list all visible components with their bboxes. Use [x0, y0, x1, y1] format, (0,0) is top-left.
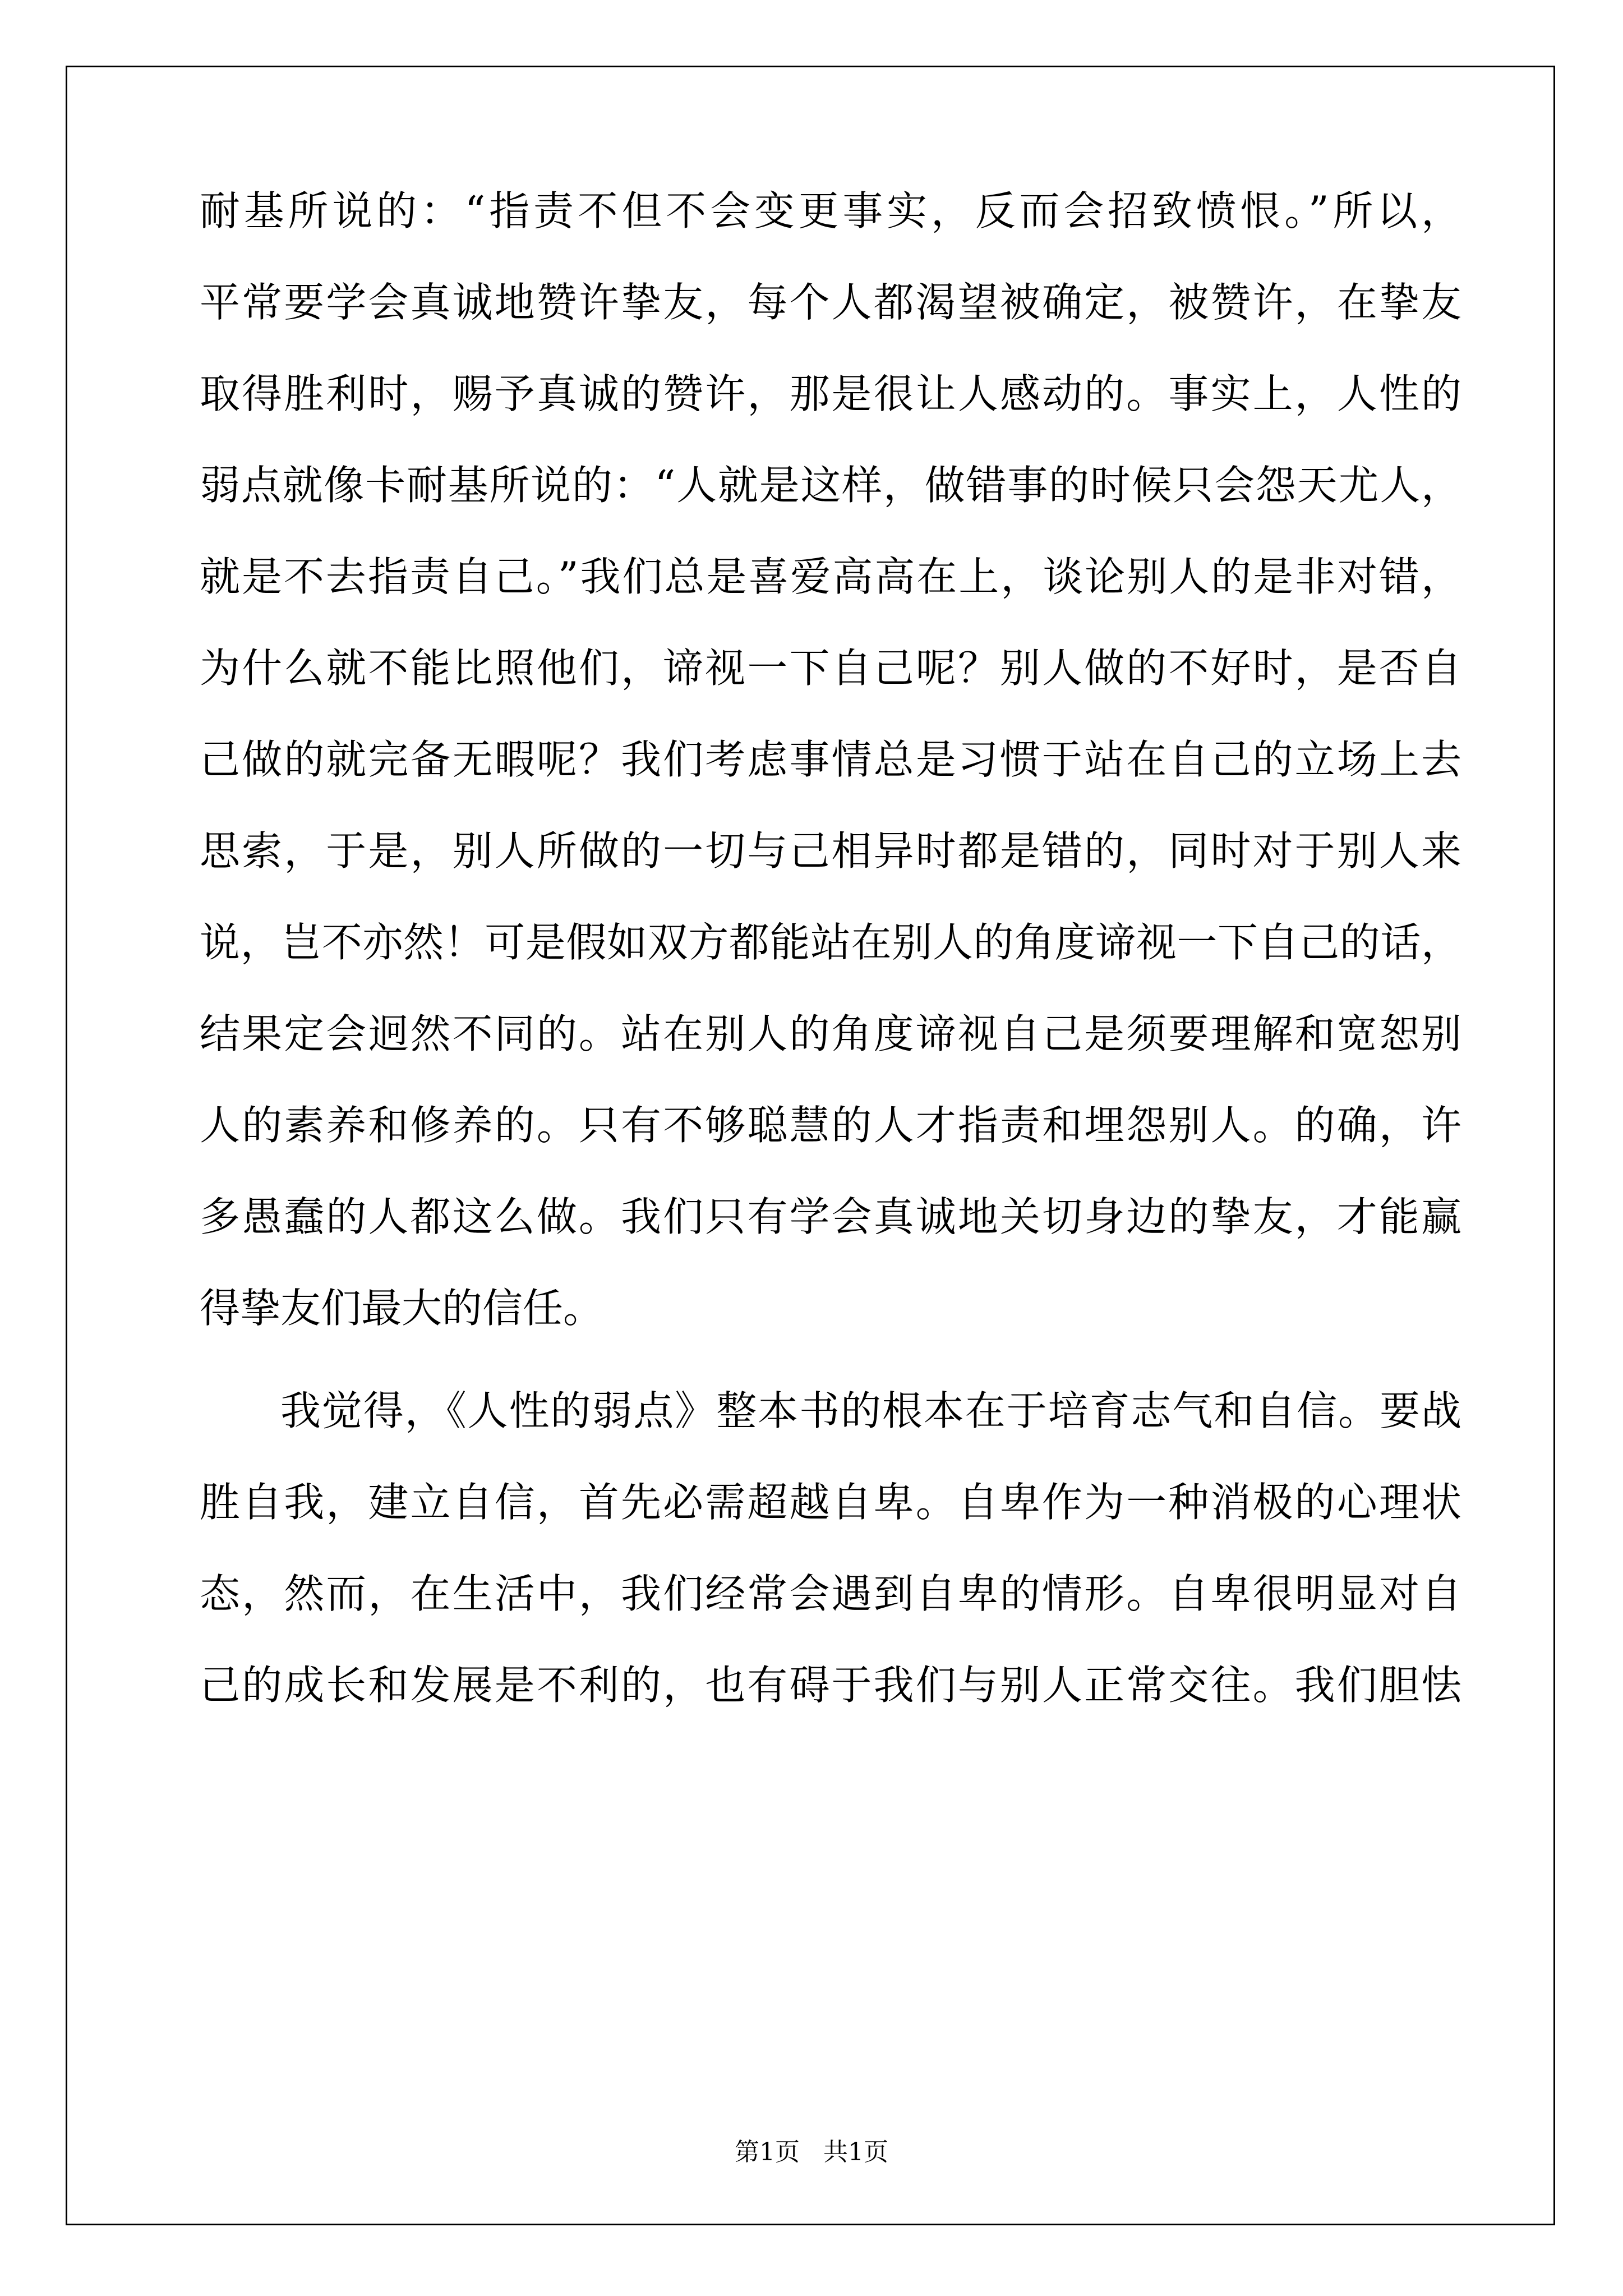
- text-line: 态，然而，在生活中，我们经常会遇到自卑的情形。自卑很明显对自: [200, 1570, 1461, 1617]
- text-line: 就是不去指责自己。”我们总是喜爱高高在上，谈论别人的是非对错，: [200, 553, 1461, 600]
- text-line: 耐基所说的：“指责不但不会变更事实，反而会招致愤恨。”所以，: [200, 187, 1461, 234]
- text-line: 得挚友们最大的信任。: [200, 1285, 604, 1332]
- text-line: 平常要学会真诚地赞许挚友，每个人都渴望被确定，被赞许，在挚友: [200, 279, 1461, 326]
- text-line: 弱点就像卡耐基所说的：“人就是这样，做错事的时候只会怨天尤人，: [200, 462, 1461, 509]
- text-line: 思索，于是，别人所做的一切与己相异时都是错的，同时对于别人来: [200, 827, 1461, 875]
- text-line: 结果定会迥然不同的。站在别人的角度谛视自己是须要理解和宽恕别: [200, 1010, 1461, 1057]
- text-line: 胜自我，建立自信，首先必需超越自卑。自卑作为一种消极的心理状: [200, 1479, 1461, 1526]
- text-line-indented: 我觉得，《人性的弱点》整本书的根本在于培育志气和自信。要战: [280, 1387, 1461, 1434]
- page-number-footer: 第1页 共1页: [735, 2138, 888, 2166]
- text-line: 人的素养和修养的。只有不够聪慧的人才指责和埋怨别人。的确，许: [200, 1102, 1461, 1149]
- text-line: 为什么就不能比照他们，谛视一下自己呢？别人做的不好时，是否自: [200, 645, 1461, 692]
- text-line: 多愚蠢的人都这么做。我们只有学会真诚地关切身边的挚友，才能赢: [200, 1193, 1461, 1240]
- text-line: 己的成长和发展是不利的，也有碍于我们与别人正常交往。我们胆怯: [200, 1662, 1461, 1709]
- text-line: 己做的就完备无暇呢？我们考虑事情总是习惯于站在自己的立场上去: [200, 736, 1461, 783]
- text-line: 取得胜利时，赐予真诚的赞许，那是很让人感动的。事实上，人性的: [200, 370, 1461, 417]
- text-line: 说，岂不亦然！可是假如双方都能站在别人的角度谛视一下自己的话，: [200, 919, 1461, 966]
